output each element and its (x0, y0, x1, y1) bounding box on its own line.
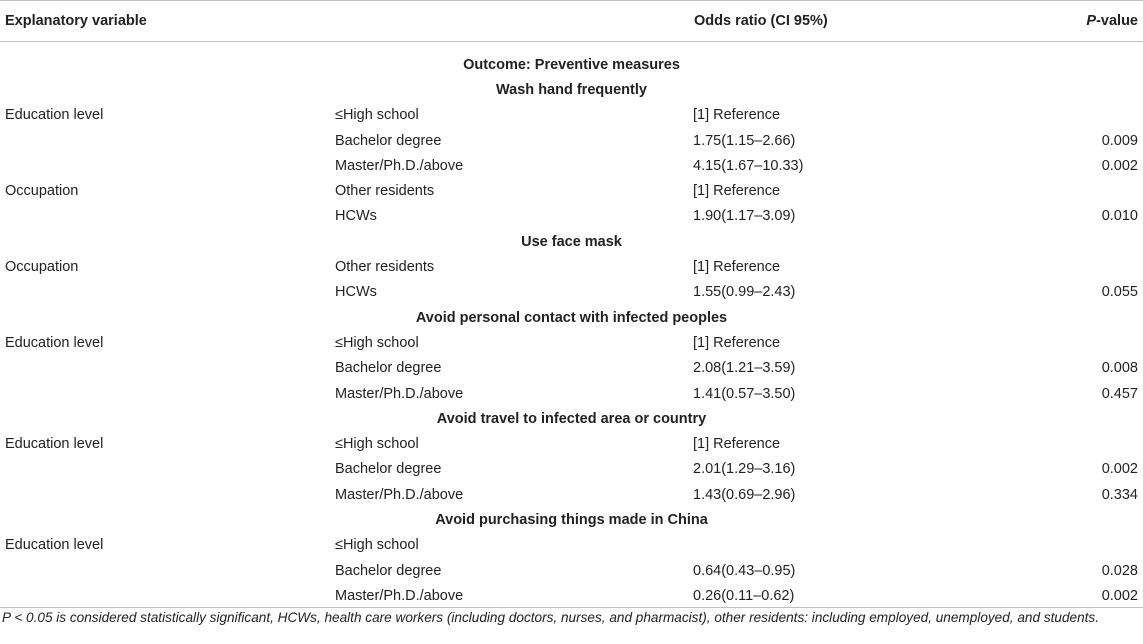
p-value-cell (993, 330, 1143, 355)
p-value-cell (993, 254, 1143, 279)
section-heading-row (0, 507, 1143, 532)
section-heading-row (0, 305, 1143, 330)
table-row (0, 431, 1143, 456)
table-row (0, 178, 1143, 203)
section-heading: Avoid personal contact with infected peoples (415, 309, 728, 326)
category-cell: Master/Ph.D./above (335, 157, 464, 174)
odds-ratio-cell: 2.01(1.29–3.16) (693, 461, 796, 478)
category-cell: ≤High school (335, 107, 419, 124)
category-cell: Bachelor degree (335, 562, 442, 579)
category-cell: Master/Ph.D./above (335, 486, 464, 503)
table-row (0, 103, 1143, 128)
explanatory-variable-cell (0, 583, 335, 608)
section-heading: Wash hand frequently (496, 81, 647, 98)
odds-ratio-cell: [1] Reference (693, 259, 781, 276)
odds-ratio-cell: 2.08(1.21–3.59) (693, 360, 796, 377)
explanatory-variable-cell (0, 482, 335, 507)
odds-ratio-cell: [1] Reference (693, 107, 781, 124)
p-value-cell: 0.008 (1101, 360, 1138, 377)
table-row (0, 153, 1143, 178)
section-heading-row (0, 77, 1143, 102)
explanatory-variable-cell (0, 280, 335, 305)
p-value-cell: 0.457 (1101, 385, 1138, 402)
category-cell: Master/Ph.D./above (335, 587, 464, 604)
table-row (0, 583, 1143, 608)
section-heading-row (0, 229, 1143, 254)
category-cell: Bachelor degree (335, 132, 442, 149)
odds-ratio-cell: [1] Reference (693, 334, 781, 351)
category-cell: Other residents (335, 259, 435, 276)
explanatory-variable-cell: Education level (5, 107, 104, 124)
p-value-cell (993, 431, 1143, 456)
table-row (0, 381, 1143, 406)
odds-ratio-cell: 0.64(0.43–0.95) (693, 562, 796, 579)
header-explanatory-variable: Explanatory variable (5, 13, 147, 29)
table-row (0, 356, 1143, 381)
header-odds-ratio: Odds ratio (CI 95%) (694, 13, 828, 29)
section-heading: Avoid travel to infected area or country (436, 410, 707, 427)
p-value-cell: 0.002 (1101, 157, 1138, 174)
header-category (335, 1, 693, 41)
odds-ratio-cell: 1.41(0.57–3.50) (693, 385, 796, 402)
section-heading: Outcome: Preventive measures (463, 56, 680, 73)
table-row (0, 457, 1143, 482)
odds-ratio-cell: 1.55(0.99–2.43) (693, 284, 796, 301)
section-heading: Use face mask (521, 233, 622, 250)
results-table (0, 1, 1143, 609)
p-value-cell: 0.009 (1101, 132, 1138, 149)
category-cell: ≤High school (335, 436, 419, 453)
odds-ratio-cell (693, 533, 993, 558)
p-value-cell (993, 533, 1143, 558)
section-heading-row (0, 406, 1143, 431)
explanatory-variable-cell: Education level (5, 537, 104, 554)
table-row (0, 204, 1143, 229)
header-p-letter: P (1086, 13, 1097, 29)
explanatory-variable-cell (0, 153, 335, 178)
category-cell: Bachelor degree (335, 360, 442, 377)
p-value-cell: 0.028 (1101, 562, 1138, 579)
table-row (0, 482, 1143, 507)
explanatory-variable-cell (0, 356, 335, 381)
table-row (0, 533, 1143, 558)
p-value-cell (993, 178, 1143, 203)
odds-ratio-cell: 1.43(0.69–2.96) (693, 486, 796, 503)
table-row (0, 330, 1143, 355)
category-cell: ≤High school (335, 537, 419, 554)
explanatory-variable-cell: Occupation (5, 259, 79, 276)
table-row (0, 254, 1143, 279)
category-cell: HCWs (335, 284, 377, 301)
explanatory-variable-cell: Occupation (5, 183, 79, 200)
p-value-cell: 0.002 (1101, 587, 1138, 604)
header-p-value (993, 1, 1143, 41)
table-row (0, 558, 1143, 583)
header-row (0, 1, 1143, 41)
table-row (0, 280, 1143, 305)
odds-ratio-cell: 0.26(0.11–0.62) (693, 587, 795, 604)
odds-ratio-cell: [1] Reference (693, 183, 781, 200)
explanatory-variable-cell (0, 128, 335, 153)
category-cell: Bachelor degree (335, 461, 442, 478)
explanatory-variable-cell (0, 381, 335, 406)
table-row (0, 128, 1143, 153)
odds-ratio-cell: 1.75(1.15–2.66) (693, 132, 796, 149)
p-value-cell: 0.334 (1101, 486, 1138, 503)
header-p-suffix: -value (1096, 13, 1138, 29)
odds-ratio-cell: 1.90(1.17–3.09) (693, 208, 796, 225)
section-heading: Avoid purchasing things made in China (435, 511, 708, 528)
explanatory-variable-cell (0, 558, 335, 583)
explanatory-variable-cell (0, 457, 335, 482)
category-cell: HCWs (335, 208, 377, 225)
table-body (0, 41, 1143, 609)
p-value-cell (993, 103, 1143, 128)
p-value-cell: 0.055 (1101, 284, 1138, 301)
odds-ratio-cell: 4.15(1.67–10.33) (693, 157, 804, 174)
p-value-cell: 0.010 (1101, 208, 1138, 225)
p-value-cell: 0.002 (1101, 461, 1138, 478)
odds-ratio-cell: [1] Reference (693, 436, 781, 453)
explanatory-variable-cell (0, 204, 335, 229)
explanatory-variable-cell: Education level (5, 334, 104, 351)
category-cell: ≤High school (335, 334, 419, 351)
table-footnote: P < 0.05 is considered statistically significant, HCWs, health care workers (including doctors, nurses, and pharmacist), other residents: including employed, unemployed, and students. (2, 610, 1099, 625)
explanatory-variable-cell: Education level (5, 436, 104, 453)
category-cell: Other residents (335, 183, 435, 200)
section-heading-row (0, 41, 1143, 77)
category-cell: Master/Ph.D./above (335, 385, 464, 402)
